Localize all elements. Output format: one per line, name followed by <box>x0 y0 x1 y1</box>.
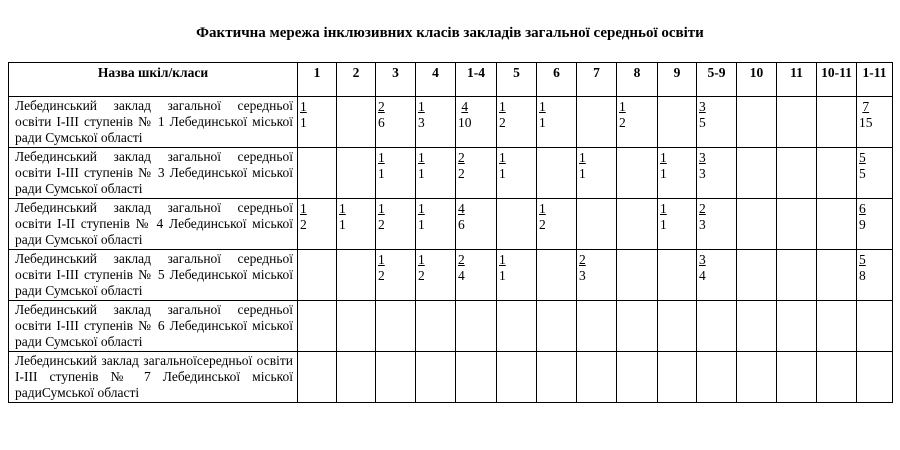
class-count-cell <box>817 148 857 199</box>
class-count-cell <box>817 199 857 250</box>
class-count-cell <box>658 301 697 352</box>
class-count-cell <box>298 199 337 250</box>
column-header-class: 1-4 <box>456 63 497 97</box>
fraction-denominator: 2 <box>458 166 465 181</box>
column-header-school-name: Назва шкіл/класи <box>9 63 298 97</box>
fraction-value <box>418 252 425 284</box>
fraction-value <box>499 252 506 284</box>
fraction-value <box>859 99 873 131</box>
class-count-cell <box>456 352 497 403</box>
fraction-value <box>699 99 706 131</box>
class-count-cell <box>737 352 777 403</box>
fraction-numerator: 3 <box>699 252 706 267</box>
fraction-value <box>378 201 385 233</box>
fraction-numerator: 3 <box>699 150 706 165</box>
fraction-numerator: 2 <box>378 99 385 114</box>
fraction-denominator: 10 <box>458 115 472 130</box>
fraction-value <box>418 99 425 131</box>
fraction-denominator: 1 <box>418 166 425 181</box>
class-count-cell <box>697 352 737 403</box>
fraction-value <box>418 150 425 182</box>
class-count-cell <box>777 250 817 301</box>
class-count-cell <box>697 97 737 148</box>
fraction-numerator: 4 <box>458 201 465 216</box>
class-count-cell <box>416 301 456 352</box>
fraction-denominator: 5 <box>699 115 706 130</box>
fraction-denominator: 3 <box>699 166 706 181</box>
class-count-cell <box>857 352 893 403</box>
fraction-value <box>458 99 472 131</box>
class-count-cell <box>337 97 376 148</box>
class-count-cell <box>456 148 497 199</box>
class-count-cell <box>577 301 617 352</box>
school-name-cell: Лебединський заклад загальної середньої освіти I-III ступенів № 5 Лебединської міської ради Сумської області <box>9 250 298 301</box>
table-body <box>9 97 893 403</box>
fraction-numerator: 1 <box>499 150 506 165</box>
class-count-cell <box>617 97 658 148</box>
fraction-value <box>458 201 465 233</box>
fraction-numerator: 5 <box>859 252 866 267</box>
class-count-cell <box>497 301 537 352</box>
class-count-cell <box>376 352 416 403</box>
class-count-cell <box>298 148 337 199</box>
column-header-class: 10-11 <box>817 63 857 97</box>
class-count-cell <box>617 199 658 250</box>
class-count-cell <box>337 301 376 352</box>
fraction-value <box>378 150 385 182</box>
class-count-cell <box>697 250 737 301</box>
class-count-cell <box>537 199 577 250</box>
class-count-cell <box>337 352 376 403</box>
fraction-denominator: 1 <box>418 217 425 232</box>
fraction-numerator: 1 <box>339 201 346 216</box>
fraction-denominator: 2 <box>499 115 506 130</box>
class-count-cell <box>376 250 416 301</box>
fraction-denominator: 3 <box>579 268 586 283</box>
class-count-cell <box>577 97 617 148</box>
class-count-cell <box>456 301 497 352</box>
fraction-denominator: 5 <box>859 166 866 181</box>
fraction-denominator: 8 <box>859 268 866 283</box>
column-header-class: 3 <box>376 63 416 97</box>
fraction-denominator: 1 <box>579 166 586 181</box>
class-count-cell <box>658 199 697 250</box>
fraction-numerator: 1 <box>378 201 385 216</box>
class-count-cell <box>817 301 857 352</box>
fraction-value <box>660 201 667 233</box>
fraction-numerator: 1 <box>418 201 425 216</box>
class-count-cell <box>857 199 893 250</box>
fraction-denominator: 2 <box>378 268 385 283</box>
fraction-numerator: 1 <box>499 99 506 114</box>
class-count-cell <box>537 97 577 148</box>
class-count-cell <box>697 148 737 199</box>
class-count-cell <box>697 199 737 250</box>
class-count-cell <box>416 250 456 301</box>
fraction-value <box>859 201 866 233</box>
table-row <box>9 97 893 148</box>
class-count-cell <box>617 148 658 199</box>
class-count-cell <box>777 352 817 403</box>
column-header-class: 2 <box>337 63 376 97</box>
class-count-cell <box>497 97 537 148</box>
school-name-cell: Лебединський заклад загальноїсередньої освіти I-III ступенів № 7 Лебединської міської радиСумської області <box>9 352 298 403</box>
class-count-cell <box>617 250 658 301</box>
class-count-cell <box>857 301 893 352</box>
fraction-numerator: 1 <box>418 150 425 165</box>
fraction-value <box>539 99 546 131</box>
fraction-value <box>499 150 506 182</box>
column-header-class: 4 <box>416 63 456 97</box>
class-count-cell <box>857 97 893 148</box>
class-count-cell <box>337 250 376 301</box>
class-count-cell <box>537 352 577 403</box>
header-row <box>9 63 893 97</box>
class-count-cell <box>497 199 537 250</box>
class-count-cell <box>777 199 817 250</box>
class-count-cell <box>337 148 376 199</box>
class-count-cell <box>817 352 857 403</box>
class-count-cell <box>416 199 456 250</box>
fraction-denominator: 1 <box>660 217 667 232</box>
fraction-denominator: 1 <box>499 166 506 181</box>
fraction-denominator: 3 <box>699 217 706 232</box>
class-count-cell <box>456 250 497 301</box>
class-count-cell <box>537 301 577 352</box>
fraction-numerator: 1 <box>300 99 307 114</box>
fraction-value <box>859 252 866 284</box>
class-count-cell <box>376 148 416 199</box>
fraction-value <box>378 252 385 284</box>
table-row <box>9 250 893 301</box>
school-name-cell: Лебединський заклад загальної середньої освіти I-II ступенів № 4 Лебединської міської ради Сумської області <box>9 199 298 250</box>
class-count-cell <box>777 301 817 352</box>
fraction-numerator: 2 <box>458 252 465 267</box>
class-count-cell <box>298 250 337 301</box>
fraction-value <box>300 201 307 233</box>
school-name-cell: Лебединський заклад загальної середньої освіти I-III ступенів № 3 Лебединської міської ради Сумської області <box>9 148 298 199</box>
column-header-class: 8 <box>617 63 658 97</box>
class-count-cell <box>577 199 617 250</box>
fraction-denominator: 2 <box>619 115 626 130</box>
school-name-cell: Лебединський заклад загальної середньої освіти I-III ступенів № 6 Лебединської міської ради Сумської області <box>9 301 298 352</box>
fraction-value <box>579 252 586 284</box>
fraction-value <box>539 201 546 233</box>
class-count-cell <box>497 148 537 199</box>
fraction-denominator: 6 <box>458 217 465 232</box>
fraction-denominator: 2 <box>300 217 307 232</box>
fraction-denominator: 1 <box>339 217 346 232</box>
class-count-cell <box>617 301 658 352</box>
class-count-cell <box>577 352 617 403</box>
class-count-cell <box>416 352 456 403</box>
column-header-class: 9 <box>658 63 697 97</box>
class-count-cell <box>416 148 456 199</box>
table-row <box>9 352 893 403</box>
class-count-cell <box>857 250 893 301</box>
class-count-cell <box>737 97 777 148</box>
fraction-value <box>699 150 706 182</box>
class-count-cell <box>416 97 456 148</box>
fraction-denominator: 4 <box>699 268 706 283</box>
fraction-numerator: 2 <box>699 201 706 216</box>
class-count-cell <box>817 97 857 148</box>
column-header-class: 7 <box>577 63 617 97</box>
class-count-cell <box>577 148 617 199</box>
class-count-cell <box>737 148 777 199</box>
fraction-denominator: 15 <box>859 115 873 130</box>
fraction-value <box>859 150 866 182</box>
document-title: Фактична мережа інклюзивних класів закладів загальної середньої освіти <box>196 25 704 41</box>
column-header-class: 5-9 <box>697 63 737 97</box>
fraction-value <box>339 201 346 233</box>
class-count-cell <box>658 148 697 199</box>
fraction-denominator: 1 <box>300 115 307 130</box>
class-count-cell <box>298 352 337 403</box>
table-row <box>9 301 893 352</box>
fraction-denominator: 1 <box>499 268 506 283</box>
fraction-denominator: 2 <box>418 268 425 283</box>
fraction-value <box>660 150 667 182</box>
class-count-cell <box>737 250 777 301</box>
class-count-cell <box>737 199 777 250</box>
class-count-cell <box>617 352 658 403</box>
fraction-numerator: 1 <box>418 252 425 267</box>
fraction-numerator: 1 <box>579 150 586 165</box>
table-row <box>9 199 893 250</box>
fraction-value <box>619 99 626 131</box>
class-count-cell <box>777 97 817 148</box>
fraction-numerator: 1 <box>300 201 307 216</box>
fraction-numerator: 2 <box>579 252 586 267</box>
column-header-class: 5 <box>497 63 537 97</box>
fraction-numerator: 5 <box>859 150 866 165</box>
fraction-numerator: 1 <box>660 150 667 165</box>
class-count-cell <box>337 199 376 250</box>
class-count-cell <box>658 250 697 301</box>
column-header-class: 10 <box>737 63 777 97</box>
fraction-denominator: 2 <box>539 217 546 232</box>
fraction-numerator: 6 <box>859 201 866 216</box>
class-count-cell <box>376 199 416 250</box>
class-count-cell <box>697 301 737 352</box>
fraction-value <box>458 252 465 284</box>
class-count-cell <box>737 301 777 352</box>
fraction-value <box>499 99 506 131</box>
fraction-denominator: 3 <box>418 115 425 130</box>
class-count-cell <box>817 250 857 301</box>
fraction-numerator: 3 <box>699 99 706 114</box>
class-count-cell <box>537 148 577 199</box>
class-count-cell <box>298 301 337 352</box>
class-count-cell <box>537 250 577 301</box>
fraction-numerator: 1 <box>378 252 385 267</box>
fraction-numerator: 1 <box>539 99 546 114</box>
fraction-numerator: 4 <box>461 99 469 114</box>
fraction-value <box>418 201 425 233</box>
column-header-class: 6 <box>537 63 577 97</box>
fraction-value <box>699 252 706 284</box>
inclusive-classes-table <box>8 62 893 403</box>
fraction-denominator: 2 <box>378 217 385 232</box>
fraction-numerator: 2 <box>458 150 465 165</box>
fraction-numerator: 1 <box>660 201 667 216</box>
class-count-cell <box>298 97 337 148</box>
fraction-denominator: 4 <box>458 268 465 283</box>
column-header-class: 11 <box>777 63 817 97</box>
school-name-cell: Лебединський заклад загальної середньої освіти I-III ступенів № 1 Лебединської міської ради Сумської області <box>9 97 298 148</box>
class-count-cell <box>497 250 537 301</box>
fraction-denominator: 9 <box>859 217 866 232</box>
column-header-class: 1-11 <box>857 63 893 97</box>
fraction-value <box>458 150 465 182</box>
fraction-numerator: 1 <box>418 99 425 114</box>
fraction-numerator: 1 <box>378 150 385 165</box>
class-count-cell <box>376 301 416 352</box>
fraction-numerator: 1 <box>539 201 546 216</box>
fraction-numerator: 1 <box>619 99 626 114</box>
class-count-cell <box>577 250 617 301</box>
fraction-denominator: 1 <box>660 166 667 181</box>
fraction-value <box>579 150 586 182</box>
class-count-cell <box>658 97 697 148</box>
fraction-denominator: 6 <box>378 115 385 130</box>
fraction-denominator: 1 <box>539 115 546 130</box>
class-count-cell <box>376 97 416 148</box>
column-header-class: 1 <box>298 63 337 97</box>
class-count-cell <box>456 199 497 250</box>
class-count-cell <box>857 148 893 199</box>
table-row <box>9 148 893 199</box>
fraction-denominator: 1 <box>378 166 385 181</box>
class-count-cell <box>456 97 497 148</box>
fraction-value <box>699 201 706 233</box>
class-count-cell <box>497 352 537 403</box>
class-count-cell <box>658 352 697 403</box>
fraction-numerator: 1 <box>499 252 506 267</box>
class-count-cell <box>777 148 817 199</box>
fraction-numerator: 7 <box>862 99 870 114</box>
fraction-value <box>378 99 385 131</box>
fraction-value <box>300 99 307 131</box>
